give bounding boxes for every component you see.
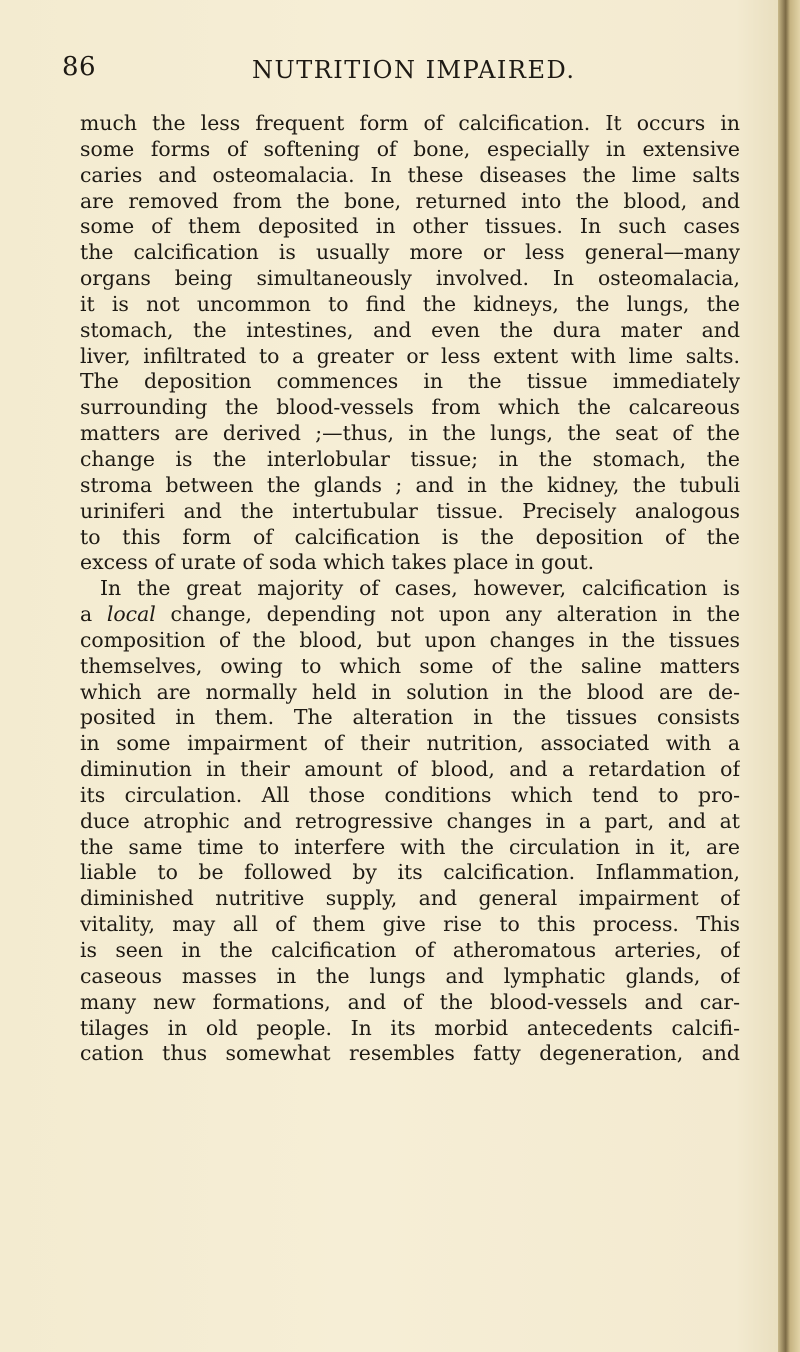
paragraph-1 bbox=[80, 111, 740, 576]
text-line: stomach, the intestines, and even the dura mater and bbox=[80, 317, 740, 342]
text-line: caseous masses in the lungs and lymphatic glands, of bbox=[80, 963, 740, 988]
text-line: themselves, owing to which some of the saline matters bbox=[80, 653, 740, 678]
text-line: to this form of calcification is the deposition of the bbox=[80, 524, 740, 549]
text-line: are removed from the bone, returned into the blood, and bbox=[80, 188, 740, 213]
text-line: tilages in old people. In its morbid antecedents calcifi- bbox=[80, 1015, 740, 1040]
page-number: 86 bbox=[62, 52, 97, 82]
text-line: uriniferi and the intertubular tissue. Precisely analogous bbox=[80, 498, 740, 523]
paragraph-2 bbox=[80, 576, 740, 1067]
text-line: much the less frequent form of calcification. It occurs in bbox=[80, 111, 740, 135]
text-line: some forms of softening of bone, especially in extensive bbox=[80, 136, 740, 161]
text-line: in some impairment of their nutrition, associated with a bbox=[80, 731, 740, 756]
text-line: its circulation. All those conditions which tend to pro- bbox=[80, 782, 740, 807]
text-line: In the great majority of cases, however, calcification is bbox=[100, 576, 740, 601]
text-line bbox=[80, 602, 740, 628]
body-text bbox=[80, 111, 740, 1067]
italic-word: local bbox=[106, 602, 156, 627]
text-fragment: a bbox=[80, 602, 107, 627]
text-fragment: change, depending not upon any alteration in the bbox=[155, 602, 740, 627]
running-head: NUTRITION IMPAIRED. bbox=[252, 56, 576, 84]
text-line: diminished nutritive supply, and general impairment of bbox=[80, 886, 740, 911]
text-line: posited in them. The alteration in the tissues consists bbox=[80, 705, 740, 730]
text-line: the calcification is usually more or less general—many bbox=[80, 240, 740, 265]
text-line: many new formations, and of the blood-vessels and car- bbox=[80, 989, 740, 1014]
page-edge-shadow bbox=[778, 0, 800, 1352]
text-line: cation thus somewhat resembles fatty degeneration, and bbox=[80, 1041, 740, 1066]
text-line: composition of the blood, but upon changes in the tissues bbox=[80, 627, 740, 652]
text-line: duce atrophic and retrogressive changes in a part, and at bbox=[80, 808, 740, 833]
text-line: surrounding the blood-vessels from which the calcareous bbox=[80, 395, 740, 420]
text-line: stroma between the glands ; and in the kidney, the tubuli bbox=[80, 472, 740, 497]
text-line: caries and osteomalacia. In these diseases the lime salts bbox=[80, 162, 740, 187]
text-line: The deposition commences in the tissue immediately bbox=[80, 369, 740, 394]
text-line: it is not uncommon to find the kidneys, the lungs, the bbox=[80, 291, 740, 316]
text-line: liver, infiltrated to a greater or less extent with lime salts. bbox=[80, 343, 740, 368]
text-line: is seen in the calcification of atheromatous arteries, of bbox=[80, 938, 740, 962]
text-line: vitality, may all of them give rise to this process. This bbox=[80, 912, 740, 937]
text-line: excess of urate of soda which takes place in gout. bbox=[80, 550, 595, 575]
text-line: liable to be followed by its calcification. Inflammation, bbox=[80, 860, 740, 885]
text-line: some of them deposited in other tissues. In such cases bbox=[80, 214, 740, 239]
page-header bbox=[62, 52, 762, 92]
text-line: which are normally held in solution in the blood are de- bbox=[80, 679, 740, 704]
text-line: diminution in their amount of blood, and a retardation of bbox=[80, 757, 740, 782]
text-line: organs being simultaneously involved. In osteomalacia, bbox=[80, 266, 740, 291]
text-line: the same time to interfere with the circulation in it, are bbox=[80, 834, 740, 859]
text-line: change is the interlobular tissue; in the stomach, the bbox=[80, 446, 740, 471]
text-line: matters are derived ;—thus, in the lungs, the seat of the bbox=[80, 421, 740, 446]
